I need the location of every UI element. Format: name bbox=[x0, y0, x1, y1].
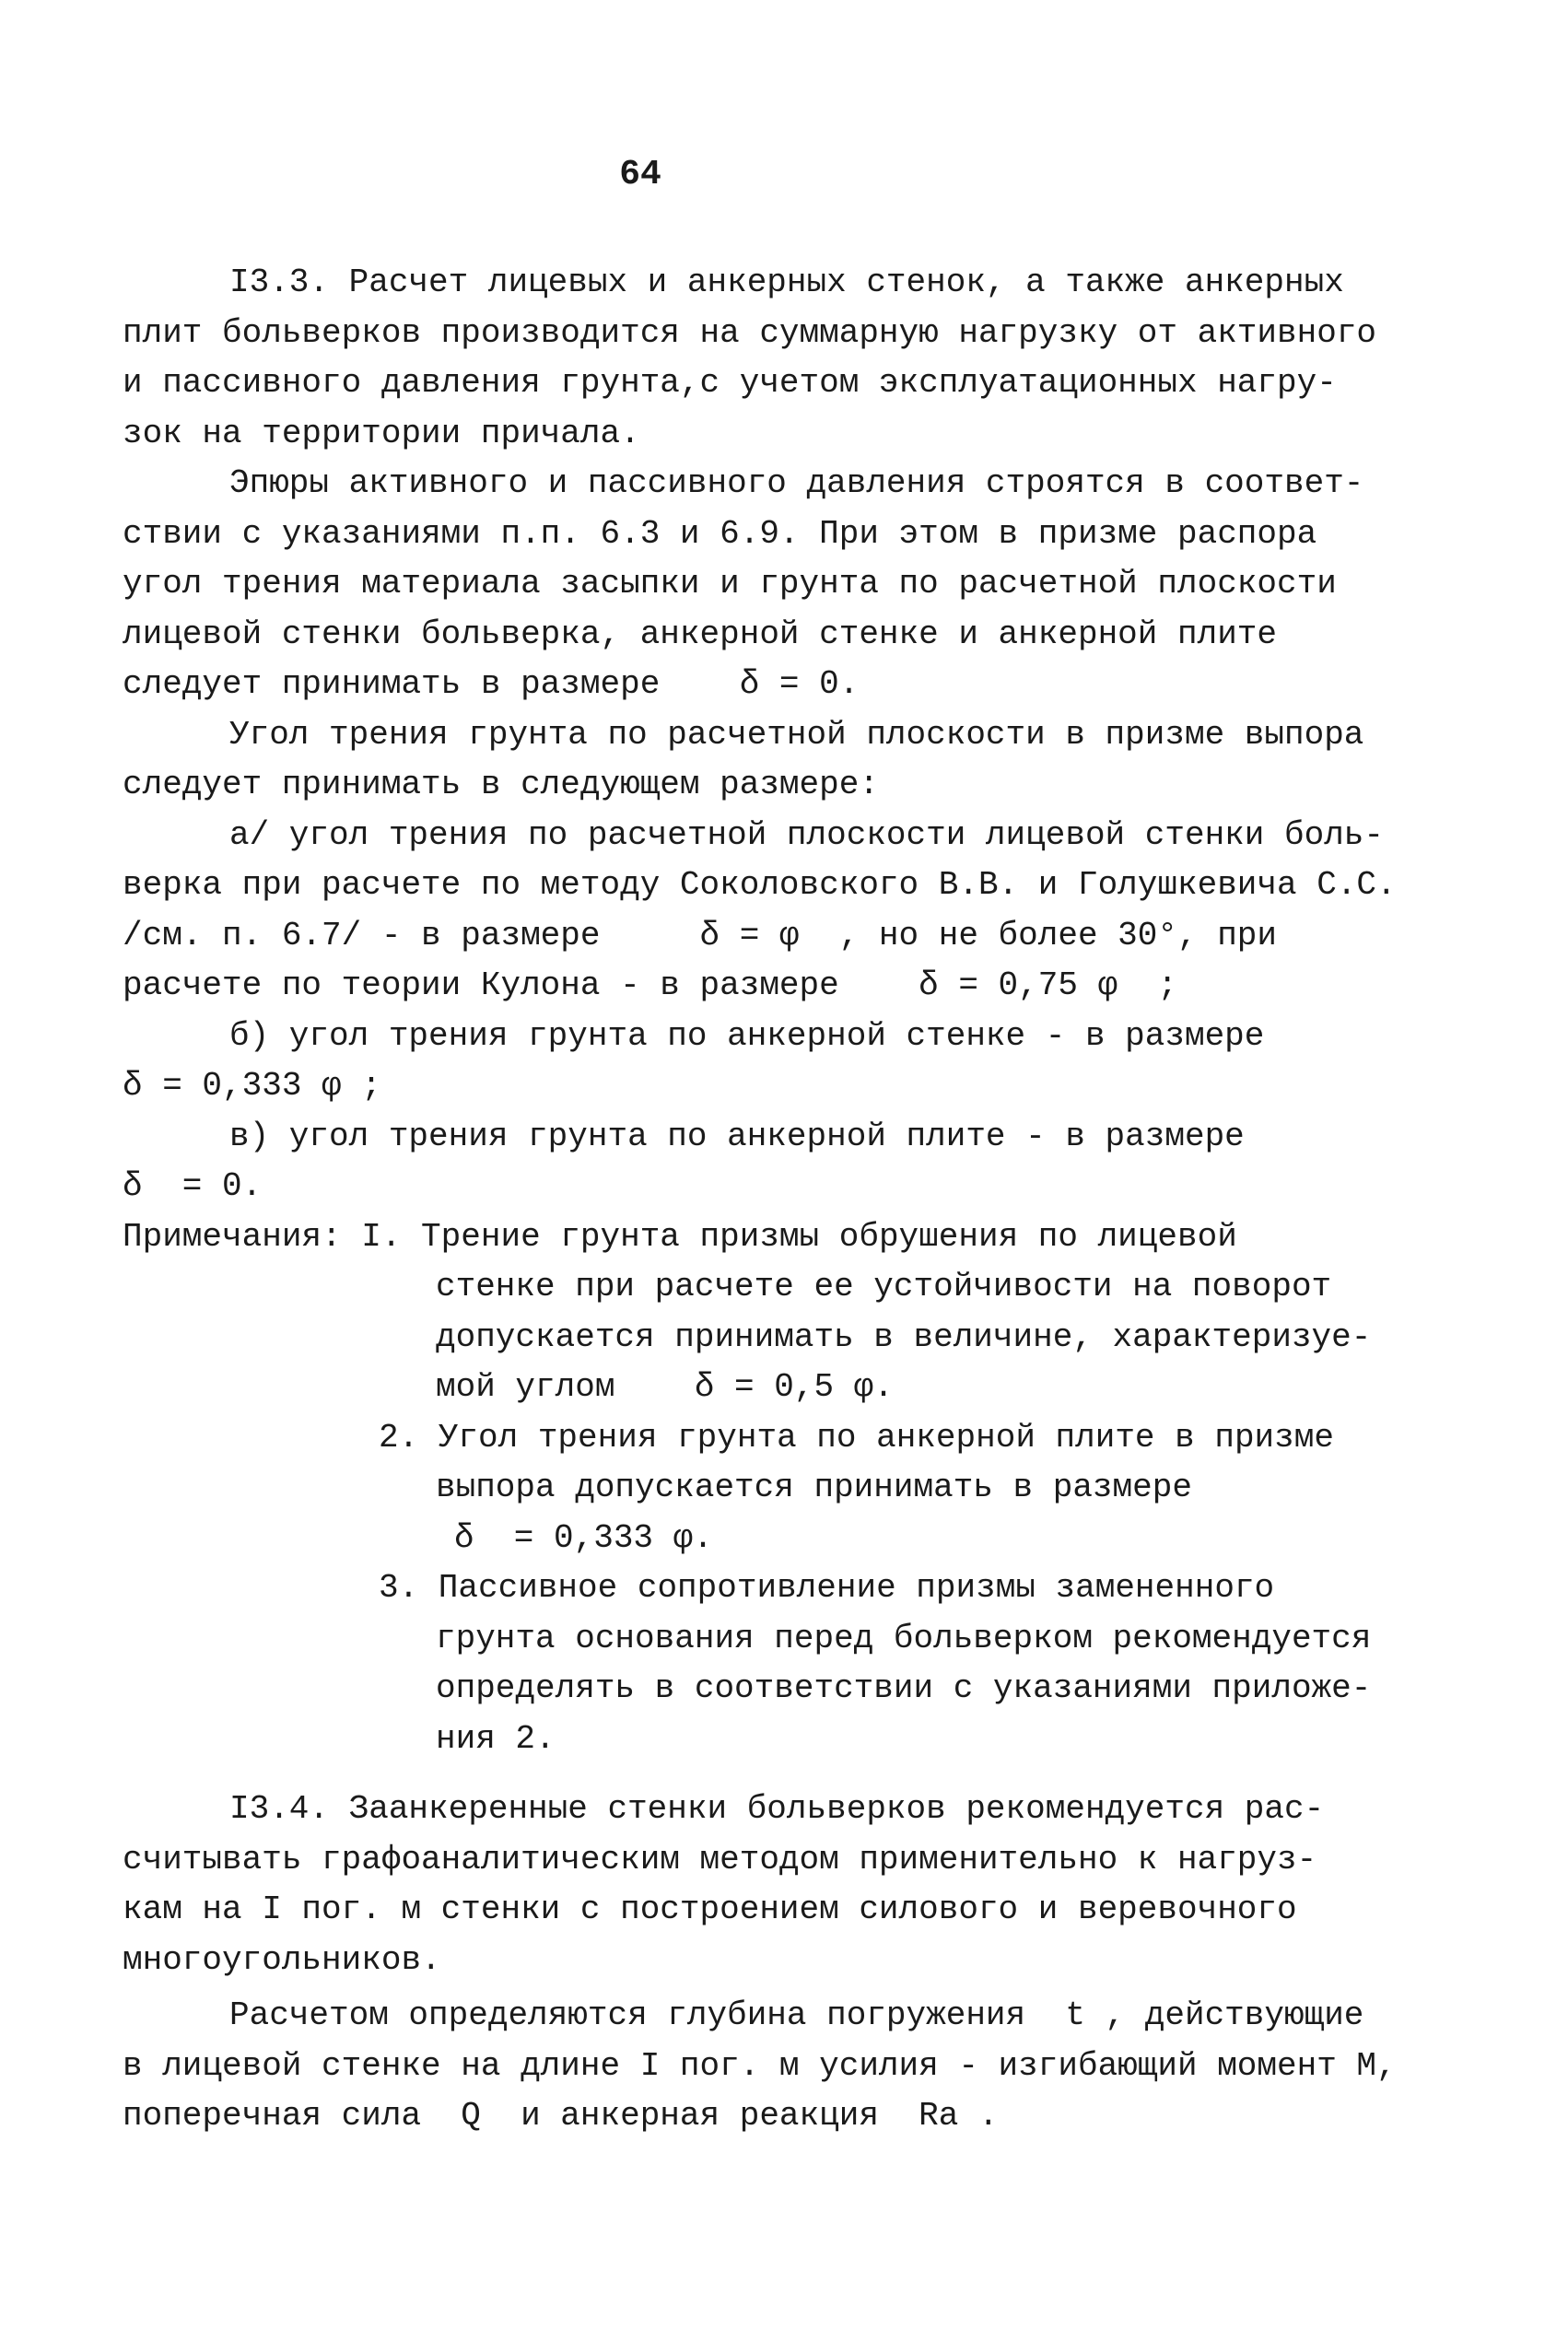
text-line: мой углом δ = 0,5 φ. bbox=[436, 1368, 894, 1406]
text-line: в лицевой стенке на длине I пог. м усилия - изгибающий момент M, bbox=[123, 2046, 1397, 2085]
note-3-first-line: 3. Пассивное сопротивление призмы замененного bbox=[379, 1569, 1275, 1607]
text-line: выпора допускается принимать в размере bbox=[436, 1469, 1192, 1506]
text-line: многоугольников. bbox=[123, 1940, 441, 1979]
text-line: поперечная сила Q и анкерная реакция Rа . bbox=[123, 2097, 999, 2135]
text-line: δ = 0. bbox=[123, 1167, 263, 1205]
text-line: следует принимать в размере δ = 0. bbox=[123, 665, 860, 703]
text-line: б) угол трения грунта по анкерной стенке - в размере bbox=[229, 1016, 1265, 1055]
text-line: считывать графоаналитическим методом применительно к нагруз- bbox=[123, 1840, 1317, 1878]
page-number: 64 bbox=[619, 155, 661, 194]
text-line: и пассивного давления грунта,с учетом эксплуатационных нагру- bbox=[123, 364, 1337, 402]
text-line: I3.4. Заанкеренные стенки больверков рекомендуется рас- bbox=[229, 1790, 1325, 1828]
text-line: Эпюры активного и пассивного давления строятся в соответ- bbox=[229, 464, 1364, 502]
text-line: в) угол трения грунта по анкерной плите - в размере bbox=[229, 1117, 1245, 1155]
text-line: плит больверков производится на суммарную нагрузку от активного bbox=[123, 313, 1377, 352]
paragraph-13-3-intro bbox=[123, 258, 1477, 459]
text-line: верка при расчете по методу Соколовского В.В. и Голушкевича С.С. bbox=[123, 866, 1397, 904]
text-line: Расчетом определяются глубина погружения t , действующие bbox=[229, 1996, 1364, 2034]
list-item-a bbox=[123, 811, 1477, 1012]
page-content bbox=[123, 258, 1477, 2142]
text-line: стенке при расчете ее устойчивости на поворот bbox=[436, 1268, 1332, 1305]
text-line: I3.3. Расчет лицевых и анкерных стенок, а также анкерных bbox=[229, 263, 1344, 301]
text-line: δ = 0,333 φ. bbox=[454, 1518, 713, 1557]
text-line: допускается принимать в величине, характеризуе- bbox=[436, 1317, 1372, 1356]
paragraph-pressure-diagrams bbox=[123, 459, 1477, 710]
text-line: а/ угол трения по расчетной плоскости лицевой стенки боль- bbox=[229, 815, 1385, 854]
note-1-first-line: I. Трение грунта призмы обрушения по лицевой bbox=[361, 1217, 1237, 1256]
note-2-first-line: 2. Угол трения грунта по анкерной плите в призме bbox=[379, 1418, 1334, 1457]
text-line: грунта основания перед больверком рекомендуется bbox=[436, 1619, 1372, 1657]
text-line: ствии с указаниями п.п. 6.3 и 6.9. При этом в призме распора bbox=[123, 514, 1317, 553]
notes-first-line bbox=[123, 1212, 1477, 1263]
text-line: следует принимать в следующем размере: bbox=[123, 766, 879, 803]
text-line: кам на I пог. м стенки с построением силового и веревочного bbox=[123, 1890, 1297, 1928]
text-line: угол трения материала засыпки и грунта по расчетной плоскости bbox=[123, 565, 1337, 603]
text-line: лицевой стенки больверка, анкерной стенке и анкерной плите bbox=[123, 614, 1278, 653]
text-line: /см. п. 6.7/ - в размере δ = φ , но не более 30°, при bbox=[123, 916, 1278, 954]
text-line: зок на территории причала. bbox=[123, 414, 640, 452]
paragraph-calculation-results bbox=[123, 1991, 1477, 2142]
notes-label: Примечания: bbox=[123, 1217, 342, 1256]
text-line: определять в соответствии с указаниями приложе- bbox=[436, 1669, 1372, 1707]
paragraph-friction-angle bbox=[123, 710, 1477, 811]
text-line: расчете по теории Кулона - в размере δ = 0,75 φ ; bbox=[123, 966, 1177, 1004]
notes-block bbox=[123, 1212, 1477, 1765]
text-line: δ = 0,333 φ ; bbox=[123, 1067, 381, 1105]
list-item-b bbox=[123, 1012, 1477, 1112]
text-line: ния 2. bbox=[436, 1719, 556, 1758]
list-item-c bbox=[123, 1112, 1477, 1212]
text-line: Угол трения грунта по расчетной плоскости в призме выпора bbox=[229, 715, 1364, 754]
paragraph-13-4-intro bbox=[123, 1785, 1477, 1985]
